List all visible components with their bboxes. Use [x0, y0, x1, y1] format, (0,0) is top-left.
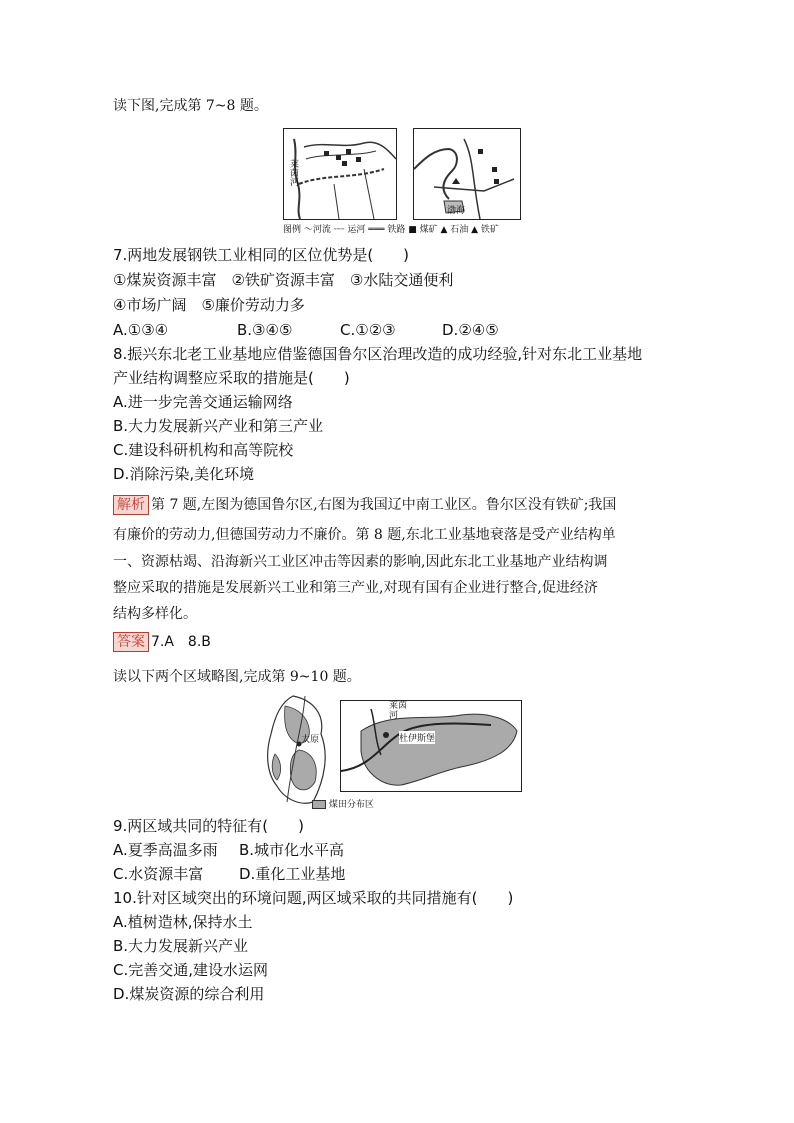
q7-line1: ①煤炭资源丰富 ②铁矿资源丰富 ③水陆交通便利 [113, 271, 454, 289]
duisburg-label: 杜伊斯堡 [399, 731, 435, 744]
analysis-line-4: 整应采取的措施是发展新兴工业和第三产业,对现有国有企业进行整合,促进经济 [113, 580, 598, 596]
ruhr-map [283, 128, 397, 220]
q7-option-b: B.③④⑤ [237, 321, 293, 339]
q8-stem-line2: 产业结构调整应采取的措施是( ) [113, 369, 350, 387]
liaozhongnan-map [413, 128, 521, 220]
q7-stem: 7.两地发展钢铁工业相同的区位优势是( ) [113, 246, 410, 264]
liaozhongnan-map-drawing [414, 129, 520, 219]
intro-text-1: 读下图,完成第 7~8 题。 [113, 98, 268, 114]
laiyin-label: 莱茵河 [389, 701, 408, 721]
analysis-text-1: 第 7 题,左图为德国鲁尔区,右图为我国辽中南工业区。鲁尔区没有铁矿;我国 [151, 497, 617, 513]
shanxi-map [263, 694, 335, 806]
q10-option-d: D.煤炭资源的综合利用 [113, 985, 265, 1003]
q10-option-b: B.大力发展新兴产业 [113, 937, 249, 955]
ruhr-coalfield-drawing [341, 701, 521, 791]
ruhr-coalfield-map [340, 700, 522, 792]
bohai-label: 渤海 [447, 206, 466, 216]
q9-option-a: A.夏季高温多雨 [113, 841, 218, 859]
answer-line [113, 632, 211, 652]
taiyuan-label: 太原 [301, 735, 320, 745]
q7-option-c: C.①②③ [340, 321, 396, 339]
q7-option-a: A.①③④ [113, 321, 169, 339]
q10-option-c: C.完善交通,建设水运网 [113, 961, 269, 979]
intro-text-2: 读以下两个区域略图,完成第 9~10 题。 [113, 669, 361, 685]
q9-option-c: C.水资源丰富 [113, 865, 204, 883]
q9-option-d: D.重化工业基地 [239, 865, 346, 883]
answer-text: 7.A 8.B [151, 634, 211, 650]
analysis-line-3: 一、资源枯竭、沿海新兴工业区冲击等因素的影响,因此东北工业基地产业结构调 [113, 554, 608, 570]
q10-option-a: A.植树造林,保持水土 [113, 913, 253, 931]
q10-stem: 10.针对区域突出的环境问题,两区域采取的共同措施有( ) [113, 889, 514, 907]
q8-option-d: D.消除污染,美化环境 [113, 465, 255, 483]
q7-option-d: D.②④⑤ [442, 321, 499, 339]
q8-option-b: B.大力发展新兴产业和第三产业 [113, 417, 324, 435]
coalfield-swatch [312, 800, 326, 809]
analysis-line-5: 结构多样化。 [113, 606, 197, 622]
q8-option-c: C.建设科研机构和高等院校 [113, 441, 294, 459]
coalfield-legend [312, 797, 374, 810]
q9-option-b: B.城市化水平高 [239, 841, 345, 859]
analysis-line-1 [113, 495, 616, 515]
map1-legend: 图例 ～河流 ┈┈ 运河 ═══ 铁路 ■ 煤矿 ▲ 石油 ▲ 铁矿 [283, 225, 499, 235]
q9-stem: 9.两区域共同的特征有( ) [113, 817, 305, 835]
q8-stem-line1: 8.振兴东北老工业基地应借鉴德国鲁尔区治理改造的成功经验,针对东北工业基地 [113, 345, 643, 363]
coalfield-legend-label: 煤田分布区 [328, 800, 374, 810]
analysis-tag: 解析 [113, 495, 149, 515]
q7-line2: ④市场广阔 ⑤廉价劳动力多 [113, 296, 305, 314]
analysis-line-2: 有廉价的劳动力,但德国劳动力不廉价。第 8 题,东北工业基地衰落是受产业结构单 [113, 527, 616, 543]
ruhr-map-drawing [284, 129, 396, 219]
answer-tag: 答案 [113, 632, 149, 652]
shanxi-map-drawing [263, 694, 335, 806]
q8-option-a: A.进一步完善交通运输网络 [113, 393, 293, 411]
rhine-label: 莱茵河 [288, 159, 298, 186]
